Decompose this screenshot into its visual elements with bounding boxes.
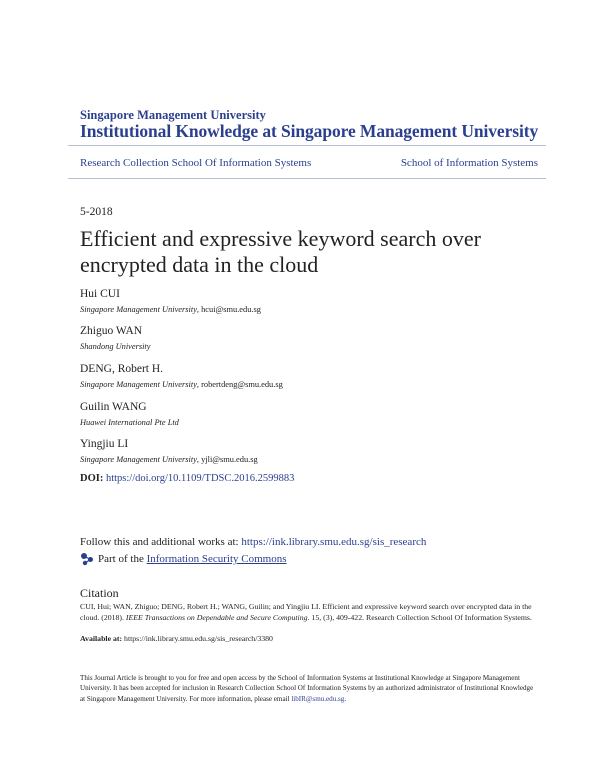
doi-line (80, 473, 294, 484)
author-email: , hcui@smu.edu.sg (196, 305, 261, 314)
repository-name[interactable]: Institutional Knowledge at Singapore Management University (80, 121, 539, 141)
network-icon (80, 552, 94, 566)
author-email: , robertdeng@smu.edu.sg (196, 380, 283, 389)
affiliation-text: Huawei International Pte Ltd (80, 418, 179, 427)
citation-start: CUI, Hui; WAN, Zhiguo; DENG, Robert H.; WANG, Guilin; and Yingjiu LI. Efficient and expressive keyword search over encrypted data in the cloud. (2018). (80, 602, 532, 622)
doi-link[interactable]: https://doi.org/10.1109/TDSC.2016.2599883 (105, 473, 295, 484)
author-email: , yjli@smu.edu.sg (196, 455, 258, 464)
available-label: Available at: (80, 634, 123, 643)
follow-line (80, 536, 426, 548)
citation-heading: Citation (80, 586, 119, 600)
top-divider (68, 145, 546, 146)
footer-notice (80, 673, 540, 704)
citation-end: . 15, (3), 409-422. Research Collection School Of Information Systems. (307, 612, 532, 622)
bottom-divider (68, 178, 546, 179)
follow-link[interactable]: https://ink.library.smu.edu.sg/sis_research (241, 536, 427, 548)
university-name[interactable]: Singapore Management University (80, 108, 266, 122)
available-url[interactable]: https://ink.library.smu.edu.sg/sis_research/3380 (122, 634, 273, 643)
author-4 (80, 400, 179, 429)
part-of-line (80, 552, 287, 566)
author-name: Zhiguo WAN (80, 325, 143, 337)
author-name: Yingjiu LI (80, 438, 129, 450)
author-name: DENG, Robert H. (80, 363, 164, 375)
author-affiliation (80, 417, 179, 429)
footer-email-link[interactable]: libIR@smu.edu.sg (291, 694, 345, 703)
author-3 (80, 362, 283, 391)
author-affiliation (80, 454, 258, 466)
author-affiliation (80, 341, 150, 353)
footer-end: . (344, 694, 347, 703)
follow-text: Follow this and additional works at: (80, 536, 242, 548)
commons-link[interactable]: Information Security Commons (146, 553, 287, 565)
author-2 (80, 324, 150, 353)
author-5 (80, 437, 258, 466)
school-link[interactable]: School of Information Systems (400, 157, 538, 169)
affiliation-text: Shandong University (80, 342, 151, 351)
author-name: Guilin WANG (80, 401, 147, 413)
publication-date: 5-2018 (80, 206, 113, 218)
research-collection-link[interactable]: Research Collection School Of Information Systems (80, 157, 312, 169)
citation-text (80, 602, 536, 623)
partof-prefix: Part of the (98, 553, 144, 565)
author-affiliation (80, 304, 261, 316)
affiliation-text: Singapore Management University (80, 380, 197, 389)
affiliation-text: Singapore Management University (80, 305, 197, 314)
citation-availability (80, 634, 536, 645)
doi-label: DOI: (80, 473, 104, 484)
paper-title: Efficient and expressive keyword search over encrypted data in the cloud (80, 226, 481, 277)
citation-journal: IEEE Transactions on Dependable and Secure Computing (125, 612, 308, 622)
author-affiliation (80, 379, 283, 391)
author-1 (80, 287, 261, 316)
footer-text: This Journal Article is brought to you for free and open access by the School of Information Systems at Institutional Knowledge at Singapore Management University. It has been accepted for inclusion in Research Collection School Of Information Systems by an authorized administrator of Institutional Knowledge at Singapore Management University. For more information, please email (80, 674, 534, 703)
affiliation-text: Singapore Management University (80, 455, 197, 464)
author-name: Hui CUI (80, 288, 120, 300)
